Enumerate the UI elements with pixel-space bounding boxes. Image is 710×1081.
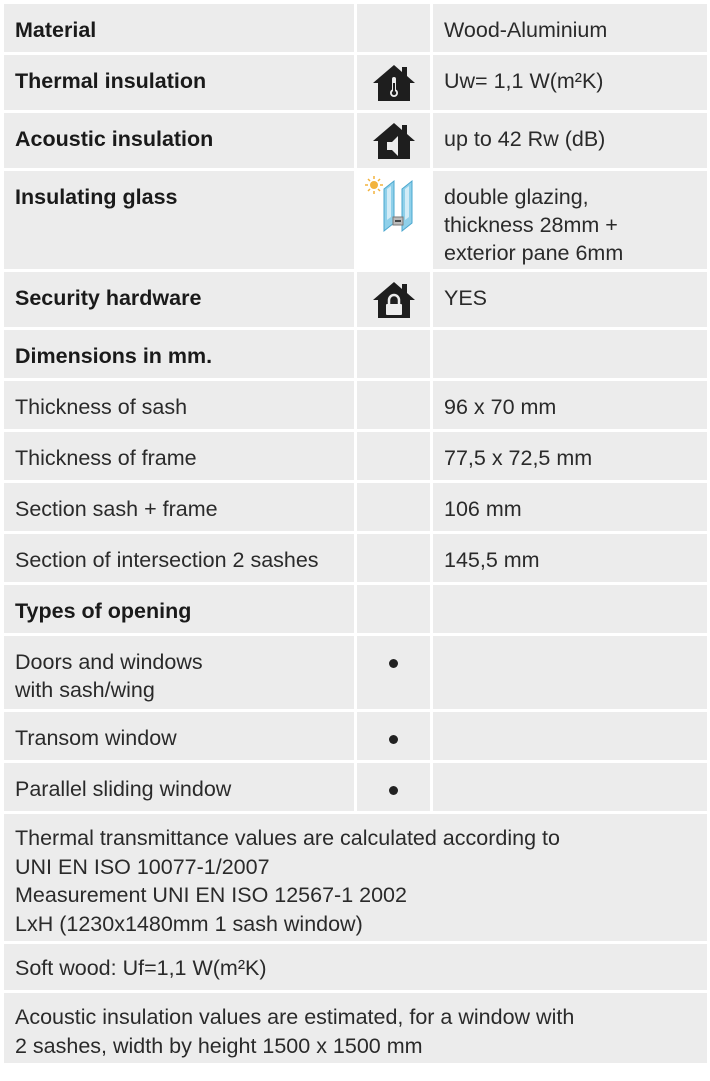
row-acoustic-note [4, 993, 707, 1063]
value-thermal: Uw= 1,1 W(m²K) [433, 55, 707, 110]
value-glass-line: double glazing, [444, 185, 589, 209]
bullet-mark [389, 735, 398, 744]
value-empty [433, 636, 707, 709]
row-transom [4, 712, 707, 760]
row-soft-wood [4, 944, 707, 990]
row-acoustic [4, 113, 707, 168]
icon-cell-security [357, 272, 430, 327]
mark-cell-doors-windows [357, 636, 430, 709]
label-line: Doors and windows [15, 650, 203, 674]
value-glass [433, 171, 707, 269]
label-security: Security hardware [4, 272, 354, 327]
icon-cell-empty [357, 585, 430, 633]
section-heading-opening: Types of opening [4, 585, 354, 633]
icon-cell-glass [357, 171, 430, 269]
value-empty [433, 585, 707, 633]
house-speaker-icon [371, 121, 417, 161]
value-sash-thickness: 96 x 70 mm [433, 381, 707, 429]
row-opening-header [4, 585, 707, 633]
house-padlock-icon [371, 280, 417, 320]
label-acoustic: Acoustic insulation [4, 113, 354, 168]
row-thermal [4, 55, 707, 110]
value-acoustic: up to 42 Rw (dB) [433, 113, 707, 168]
value-empty [433, 763, 707, 811]
mark-cell-transom [357, 712, 430, 760]
value-empty [433, 712, 707, 760]
note-thermal [4, 814, 707, 941]
note-line: Measurement UNI EN ISO 12567-1 2002 [15, 883, 407, 907]
mark-cell-sliding [357, 763, 430, 811]
row-material [4, 4, 707, 52]
label-sash-thickness: Thickness of sash [4, 381, 354, 429]
value-material: Wood-Aluminium [433, 4, 707, 52]
house-thermometer-icon [371, 63, 417, 103]
label-section: Section sash + frame [4, 483, 354, 531]
note-line: UNI EN ISO 10077-1/2007 [15, 854, 270, 879]
spec-table [4, 4, 707, 1063]
row-glass [4, 171, 707, 269]
label-intersection: Section of intersection 2 sashes [4, 534, 354, 582]
label-transom: Transom window [4, 712, 354, 760]
icon-cell-empty [357, 4, 430, 52]
row-security [4, 272, 707, 327]
row-section [4, 483, 707, 531]
row-doors-windows [4, 636, 707, 709]
note-acoustic [4, 993, 707, 1063]
icon-cell-empty [357, 381, 430, 429]
note-soft-wood: Soft wood: Uf=1,1 W(m²K) [4, 944, 707, 990]
label-line: with sash/wing [15, 678, 155, 702]
note-line: Acoustic insulation values are estimated, for a window with [15, 1005, 575, 1029]
icon-cell-empty [357, 432, 430, 480]
value-glass-line: thickness 28mm + [444, 213, 618, 237]
value-empty [433, 330, 707, 378]
bullet-mark [389, 659, 398, 668]
row-frame-thickness [4, 432, 707, 480]
value-frame-thickness: 77,5 x 72,5 mm [433, 432, 707, 480]
row-thermal-note [4, 814, 707, 941]
row-sash-thickness [4, 381, 707, 429]
value-section: 106 mm [433, 483, 707, 531]
icon-cell-empty [357, 483, 430, 531]
section-heading-dimensions: Dimensions in mm. [4, 330, 354, 378]
double-glazing-sun-icon [364, 175, 424, 235]
icon-cell-empty [357, 330, 430, 378]
bullet-mark [389, 786, 398, 795]
row-dimensions-header [4, 330, 707, 378]
note-line: Thermal transmittance values are calculated according to [15, 826, 560, 850]
label-thermal: Thermal insulation [4, 55, 354, 110]
value-glass-line: exterior pane 6mm [444, 241, 624, 265]
icon-cell-thermal [357, 55, 430, 110]
row-intersection [4, 534, 707, 582]
row-sliding [4, 763, 707, 811]
label-doors-windows [4, 636, 354, 709]
label-material: Material [4, 4, 354, 52]
label-sliding: Parallel sliding window [4, 763, 354, 811]
value-intersection: 145,5 mm [433, 534, 707, 582]
note-line: 2 sashes, width by height 1500 x 1500 mm [15, 1033, 423, 1058]
icon-cell-acoustic [357, 113, 430, 168]
value-security: YES [433, 272, 707, 327]
label-frame-thickness: Thickness of frame [4, 432, 354, 480]
note-line: LxH (1230x1480mm 1 sash window) [15, 911, 363, 936]
label-glass: Insulating glass [4, 171, 354, 269]
icon-cell-empty [357, 534, 430, 582]
